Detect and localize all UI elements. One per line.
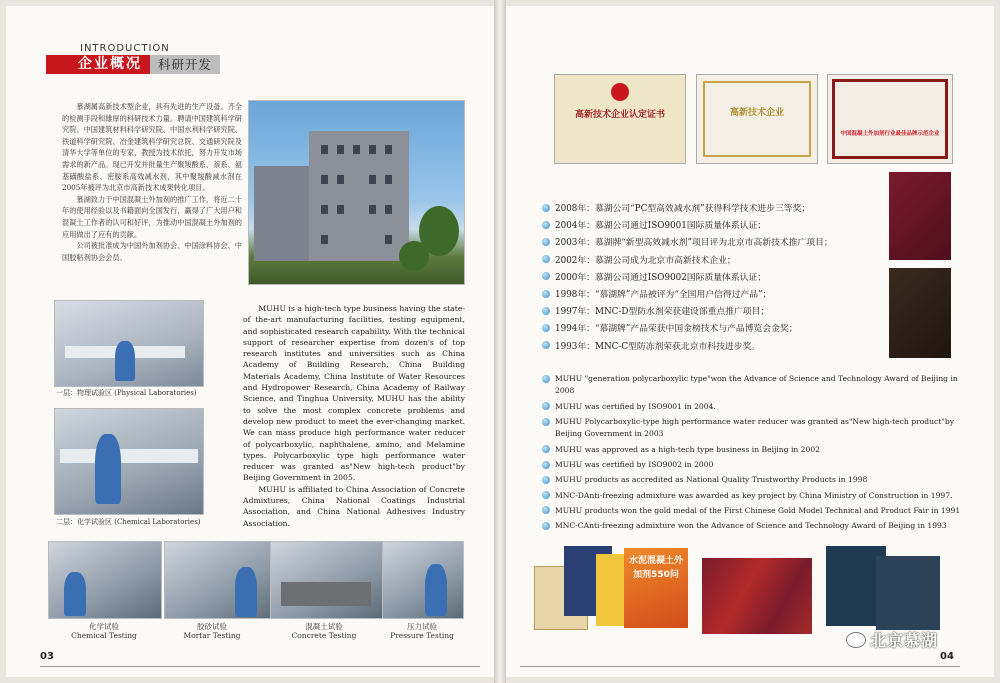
right-page	[506, 6, 994, 677]
bottom-caption-en: Pressure Testing	[390, 631, 454, 640]
window	[385, 145, 392, 154]
bullet-icon	[542, 491, 550, 499]
bullet-icon	[542, 238, 550, 246]
milestone-item-en: MUHU products as accredited as National Quality Trustworthy Products in 1998	[542, 474, 962, 486]
milestone-item-en: MNC-CAnti-freezing admixture won the Advance of Science and Technology Award of Beijing in 1993	[542, 520, 962, 532]
wechat-icon	[846, 632, 866, 648]
bottom-caption-en: Chemical Testing	[71, 631, 137, 640]
bullet-icon	[542, 290, 550, 298]
milestone-item-en: MUHU products won the gold medal of the First Chinese Gold Model Technical and Product Fair in 1991	[542, 505, 962, 517]
bottom-caption	[268, 622, 380, 640]
certificate-high-tech-enterprise	[696, 74, 818, 164]
milestone-item-cn: 2008年：慕湖公司“PC型高效减水剂”获得科学技术进步三等奖；	[542, 199, 882, 216]
pressure-testing-photo	[382, 541, 464, 619]
milestone-item-cn: 1994年：“慕湖牌”产品荣获中国金榜技术与产品博览会金奖；	[542, 319, 882, 336]
bullet-icon	[542, 307, 550, 315]
bottom-caption	[48, 622, 160, 640]
bottom-caption-en: Mortar Testing	[183, 631, 241, 640]
bullet-icon	[542, 324, 550, 332]
certificate-title: 高新技术企业认定证书	[574, 110, 665, 120]
lab-bench	[60, 449, 198, 463]
section-label-en: INTRODUCTION	[80, 43, 170, 54]
chemical-testing-photo	[48, 541, 162, 619]
bullet-icon	[542, 204, 550, 212]
window	[321, 175, 328, 184]
bullet-icon	[542, 476, 550, 484]
window	[337, 145, 344, 154]
concrete-samples	[281, 582, 371, 606]
window	[385, 175, 392, 184]
window	[321, 235, 328, 244]
section-subtitle: 科研开发	[150, 55, 220, 74]
lab-worker	[235, 567, 257, 617]
window	[353, 145, 360, 154]
intro-paragraph-cn: 慕湖致力于中国混凝土外加剂的推广工作，将近二十年的使用经验以及书籍面向全国发行，赢得了广大用户和混凝土工作者的认可和好评，为推动中国混凝土外加剂的应用做出了应有的贡献。	[62, 194, 242, 239]
intro-paragraph-en: MUHU is affiliated to China Association of Concrete Admixtures, China National Coatings Industrial Association, and China National Adhesives Industry Association.	[243, 484, 465, 528]
bottom-caption	[366, 622, 478, 640]
milestone-item-en: MUHU was approved as a high-tech type business in Beijing in 2002	[542, 444, 962, 456]
bullet-icon	[542, 221, 550, 229]
lab-worker	[95, 434, 121, 504]
watermark	[846, 628, 938, 651]
window	[321, 145, 328, 154]
window	[337, 205, 344, 214]
bullet-icon	[542, 445, 550, 453]
bullet-icon	[542, 402, 550, 410]
milestone-item-cn: 2000年：慕湖公司通过ISO9002国际质量体系认证；	[542, 268, 882, 285]
certificate-book-red	[889, 172, 951, 260]
milestone-item-en: MUHU was certified by ISO9002 in 2000	[542, 459, 962, 471]
milestone-item-en: MUHU Polycarboxylic-type high performance water reducer was granted as"New high-tech product"by Beijing Government in 2003	[542, 416, 962, 441]
section-title: 企业概况	[46, 55, 150, 74]
bottom-caption-cn: 混凝土试验	[305, 622, 343, 631]
milestones-en	[542, 373, 962, 535]
building-main	[309, 131, 409, 261]
bottom-caption-cn: 胶砂试验	[197, 622, 227, 631]
mortar-testing-photo	[164, 541, 278, 619]
concrete-testing-photo	[270, 541, 384, 619]
footer-rule	[40, 666, 480, 667]
milestone-item-en: MUHU was certified by ISO9001 in 2004.	[542, 401, 962, 413]
building-annex	[254, 166, 312, 261]
certificate-book-dark	[889, 268, 951, 358]
window	[385, 235, 392, 244]
page-number-right: 04	[940, 651, 954, 662]
bullet-icon	[542, 255, 550, 263]
milestone-item-cn: 1997年：MNC-D型防水剂荣获建设部重点推广项目；	[542, 302, 882, 319]
lab-worker	[64, 572, 86, 616]
intro-paragraph-cn: 慕湖属高新技术型企业，具有先进的生产设备、齐全的检测手段和雄厚的科研技术力量。聘请中国建筑科学研究院、中国建筑材料科学研究院、中国水利科学研究院、铁道科学研究院、冶金建筑科学研究总院、交通研究院及清华大学等单位的专家，教授为技术依托，努力开发市场需求的新产品。现已开发并批量生产聚羧酸系、萘系、氨基磺酸盐系、密胺系高效减水剂，其中聚羧酸减水剂在2005年被评为北京市高新技术成果转化项目。	[62, 102, 242, 193]
publication-550-questions: 水泥混凝土外加剂550问	[624, 548, 688, 628]
bullet-icon	[542, 418, 550, 426]
milestone-item-cn: 2004年：慕湖公司通过ISO9001国际质量体系认证；	[542, 216, 882, 233]
certificate-border	[703, 81, 811, 157]
bullet-icon	[542, 272, 550, 280]
lab-worker	[425, 564, 447, 616]
milestone-item-en: MNC-DAnti-freezing admixture was awarded as key project by China Ministry of Construction in 1997.	[542, 490, 962, 502]
watermark-text: 北京慕湖	[870, 631, 939, 650]
window	[369, 175, 376, 184]
bottom-caption-en: Concrete Testing	[291, 631, 357, 640]
intro-text-cn	[62, 101, 242, 263]
certificate-high-tech	[554, 74, 686, 164]
certificate-emblem	[611, 83, 629, 101]
window	[369, 145, 376, 154]
intro-paragraph-en: MUHU is a high-tech type business having the state-of the-art manufacturing facilities, testing equipment, and sophisticated research capability. With the technical support of researcher expertise from dozen's of top research institutes and universities such as China Academy of Building Research, China Building Materials Academy, China Institute of Water Resources and Hydropower Research, China Academy of Railway Science, and Tinghua University, MUHU has the ability to solve the most complex concrete problems and develop new product to meet the ever-changing market. We can mass produce high performance water reducer of polycarboxylic, naphthalene, amino, and Melamine types. Polycarboxylic type high performance water reducer was granted as"New high-tech product"by Beijing Government in 2005.	[243, 304, 465, 483]
bullet-icon	[542, 375, 550, 383]
bullet-icon	[542, 461, 550, 469]
physical-lab-photo	[54, 300, 204, 387]
lab-worker	[115, 341, 135, 381]
footer-rule	[520, 666, 960, 667]
bottom-caption-cn: 压力试验	[407, 622, 437, 631]
window	[321, 205, 328, 214]
tree	[399, 241, 429, 271]
chemical-lab-photo	[54, 408, 204, 515]
window	[369, 205, 376, 214]
bullet-icon	[542, 506, 550, 514]
bullet-icon	[542, 522, 550, 530]
company-building-photo	[248, 100, 465, 285]
award-certificate-stack	[702, 558, 812, 634]
window	[337, 175, 344, 184]
bottom-caption-cn: 化学试验	[89, 622, 119, 631]
certificate-best-brand	[827, 74, 953, 164]
milestone-item-cn: 2003年：慕湖牌“新型高效减水剂”项目评为北京市高新技术推广项目；	[542, 233, 882, 250]
bullet-icon	[542, 341, 550, 349]
window	[385, 205, 392, 214]
section-title-bar	[46, 55, 220, 74]
physical-lab-caption: 一层：物理试验区 (Physical Laboratories)	[56, 389, 197, 397]
bottom-caption	[156, 622, 268, 640]
milestone-item-cn: 2002年：慕湖公司成为北京市高新技术企业；	[542, 251, 882, 268]
left-page	[6, 6, 494, 677]
milestone-item-cn: 1993年：MNC-C型防冻剂荣获北京市科技进步奖。	[542, 337, 882, 354]
certificate-border	[832, 79, 948, 159]
milestones-cn	[542, 199, 882, 354]
certificate-title: 中国混凝土外加剂行业最佳品牌示范企业	[840, 131, 940, 137]
certification-booklet	[876, 556, 940, 630]
page-gutter	[494, 0, 506, 683]
page-number-left: 03	[40, 651, 54, 662]
milestone-item-cn: 1998年：“慕湖牌”产品被评为“全国用户信得过产品”；	[542, 285, 882, 302]
chemical-lab-caption: 二层：化学试验区 (Chemical Laboratories)	[56, 518, 201, 526]
milestone-item-en: MUHU "generation polycarboxylic type"won the Advance of Science and Technology Award of Beijing in 2008	[542, 373, 962, 398]
intro-text-en	[243, 303, 465, 529]
intro-paragraph-cn: 公司被批准成为中国外加剂协会、中国涂料协会、中国胶粘剂协会会员。	[62, 241, 242, 262]
certificate-title: 高新技术企业	[729, 108, 784, 118]
